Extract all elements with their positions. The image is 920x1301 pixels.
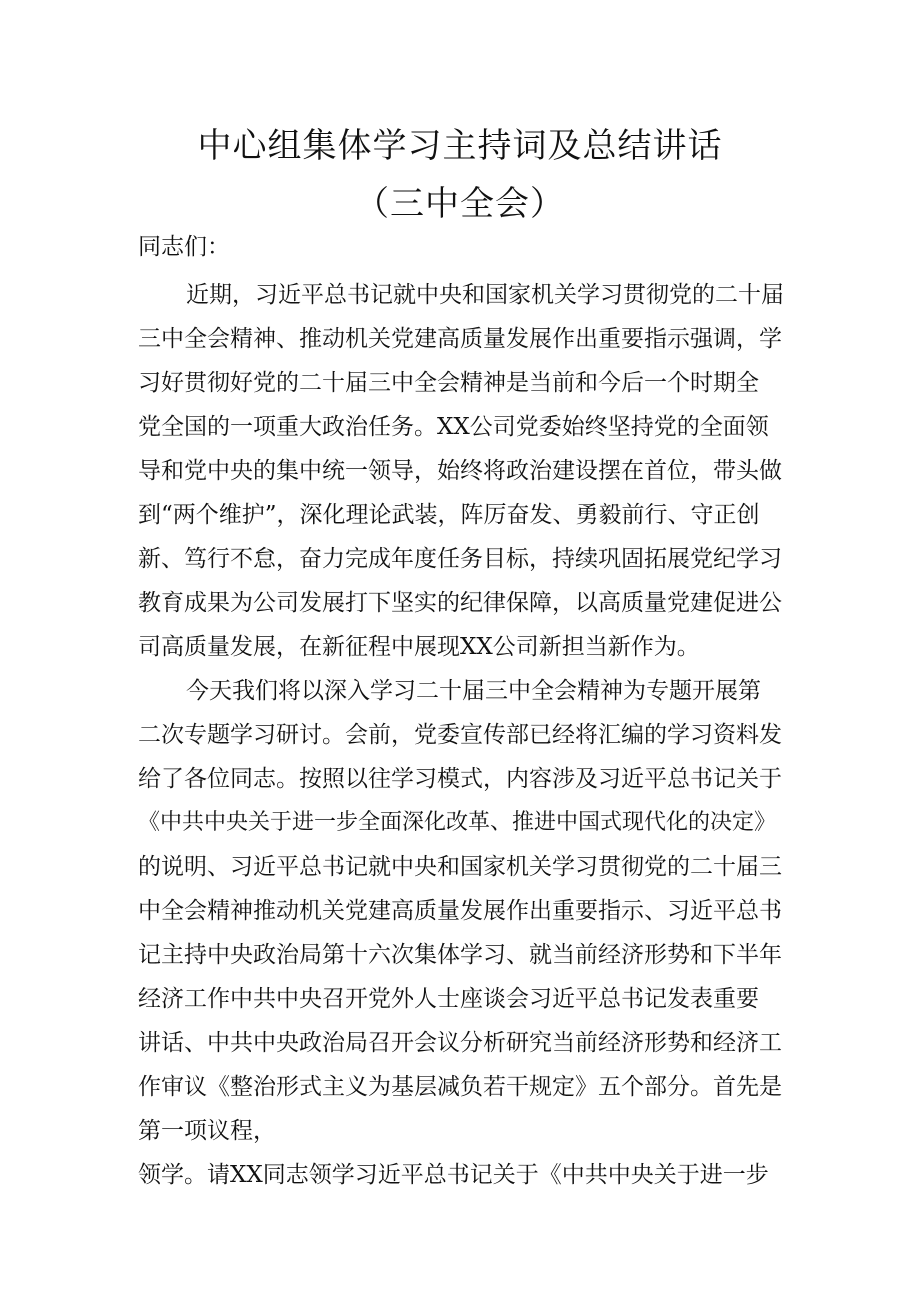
paragraph1-line: 习好贯彻好党的二十届三中全会精神是当前和今后一个时期全 bbox=[138, 370, 759, 396]
paragraph1-line: 教育成果为公司发展打下坚实的纪律保障，以高质量党建促进公 bbox=[138, 590, 782, 616]
paragraph2-line: 的说明、习近平总书记就中央和国家机关学习贯彻党的二十届三 bbox=[138, 854, 782, 880]
paragraph2-line: 二次专题学习研讨。会前，党委宣传部已经将汇编的学习资料发 bbox=[138, 722, 782, 748]
paragraph1-line: 新、笃行不怠，奋力完成年度任务目标，持续巩固拓展党纪学习 bbox=[138, 546, 782, 572]
paragraph1-line: 党全国的一项重大政治任务。XX公司党委始终坚持党的全面领 bbox=[138, 414, 769, 440]
paragraph2-line: 记主持中央政治局第十六次集体学习、就当前经济形势和下半年 bbox=[138, 942, 782, 968]
paragraph2-line: 作审议《整治形式主义为基层减负若干规定》五个部分。首先是 bbox=[138, 1074, 782, 1100]
paragraph2-line: 今天我们将以深入学习二十届三中全会精神为专题开展第 bbox=[186, 678, 761, 704]
paragraph2-line: 经济工作中共中央召开党外人士座谈会习近平总书记发表重要 bbox=[138, 986, 759, 1012]
paragraph2-line: 第一项议程， bbox=[138, 1118, 276, 1144]
paragraph1-line: 到“两个维护”，深化理论武装，阵厉奋发、勇毅前行、守正创 bbox=[138, 502, 760, 528]
paragraph1-line: 导和党中央的集中统一领导，始终将政治建设摆在首位，带头做 bbox=[138, 458, 782, 484]
paragraph2-line: 讲话、中共中央政治局召开会议分析研究当前经济形势和经济工 bbox=[138, 1030, 782, 1056]
paragraph3-line: 领学。请XX同志领学习近平总书记关于《中共中央关于进一步 bbox=[138, 1162, 769, 1188]
paragraph2-line: 《中共中央关于进一步全面深化改革、推进中国式现代化的决定》 bbox=[138, 810, 777, 835]
paragraph2-line: 中全会精神推动机关党建高质量发展作出重要指示、习近平总书 bbox=[138, 898, 782, 924]
paragraph1-line: 司高质量发展，在新征程中展现XX公司新担当新作为。 bbox=[138, 634, 700, 660]
document-subtitle: （三中全会） bbox=[355, 184, 565, 224]
paragraph2-line: 给了各位同志。按照以往学习模式，内容涉及习近平总书记关于 bbox=[138, 766, 782, 792]
paragraph1-line: 近期，习近平总书记就中央和国家机关学习贯彻党的二十届 bbox=[186, 282, 784, 308]
paragraph1-line: 三中全会精神、推动机关党建高质量发展作出重要指示强调，学 bbox=[138, 326, 782, 352]
document-title: 中心组集体学习主持词及总结讲话 bbox=[197, 126, 723, 166]
salutation: 同志们： bbox=[138, 234, 230, 260]
